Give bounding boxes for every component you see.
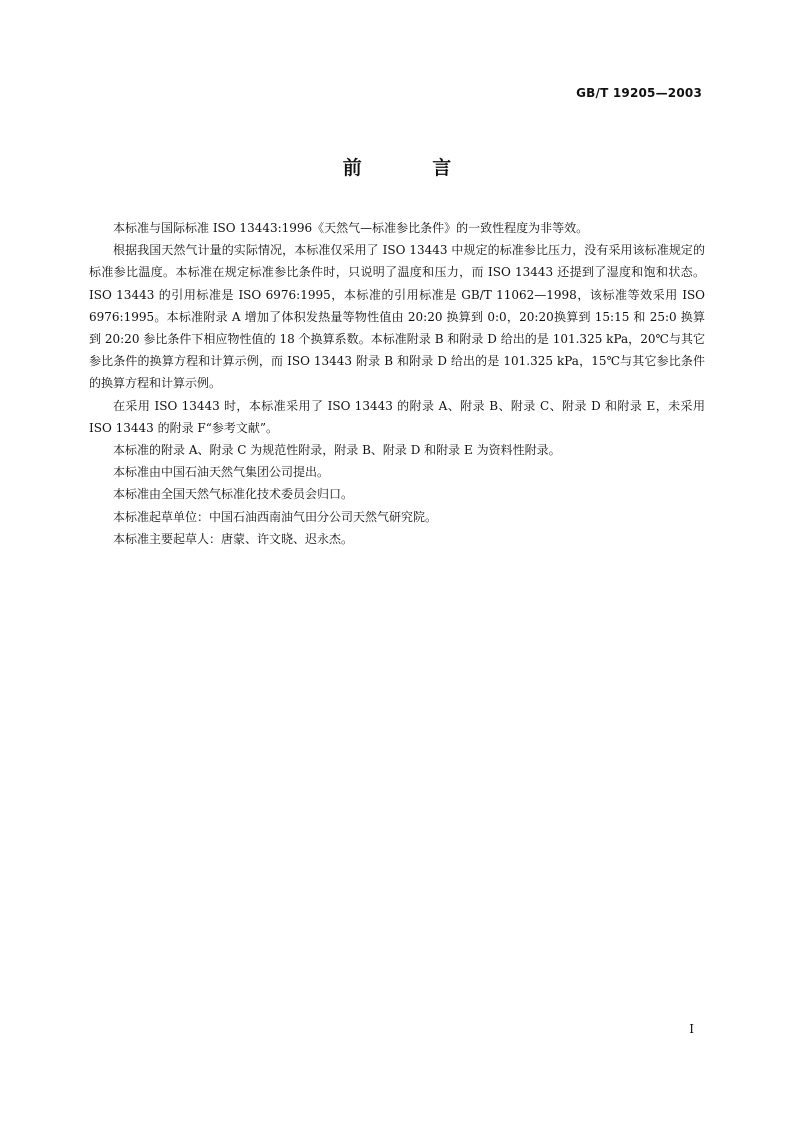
paragraph-equivalence: 本标准与国际标准 ISO 13443:1996《天然气—标准参比条件》的一致性程度为非等效。	[113, 221, 589, 235]
page-number: I	[689, 1022, 694, 1036]
paragraph-proposer: 本标准由中国石油天然气集团公司提出。	[113, 465, 330, 480]
paragraph-annex-types: 本标准的附录 A、附录 C 为规范性附录，附录 B、附录 D 和附录 E 为资料性附录。	[113, 443, 561, 458]
paragraph-background: 根据我国天然气计量的实际情况，本标准仅采用了 ISO 13443 中规定的标准参比压力，没有采用该标准规定的标准参比温度。本标准在规定标准参比条件时，只说明了温度和压力，而 ISO 13443 还提到了湿度和饱和状态。ISO 13443 的引用标准是 ISO 6976:1995，本标准的引用标准是 GB/T 11062—1998，该标准等效采用 ISO 6976:1995。本标准附录 A 增加了体积发热量等物性值由 20:20 换算到 0:0，20:20换算到 15:15 和 25:0 换算到 20:20 参比条件下相应物性值的 18 个换算系数。本标准附录 B 和附录 D 给出的是 101.325 kPa，20℃与其它参比条件的换算方程和计算示例，而 ISO 13443 附录 B 和附录 D 给出的是 101.325 kPa，15℃与其它参比条件的换算方程和计算示例。	[89, 243, 705, 391]
paragraph-committee: 本标准由全国天然气标准化技术委员会归口。	[113, 487, 354, 502]
foreword-body	[89, 217, 705, 550]
page-title: 前 言	[342, 157, 484, 179]
paragraph-annex-adoption: 在采用 ISO 13443 时，本标准采用了 ISO 13443 的附录 A、附录 B、附录 C、附录 D 和附录 E，未采用 ISO 13443 的附录 F“参考文献”。	[89, 398, 705, 435]
paragraph-drafters: 本标准主要起草人：唐蒙、许文晓、迟永杰。	[113, 531, 354, 546]
paragraph-drafting-unit: 本标准起草单位：中国石油西南油气田分公司天然气研究院。	[113, 509, 438, 524]
standard-code: GB/T 19205—2003	[576, 86, 702, 100]
